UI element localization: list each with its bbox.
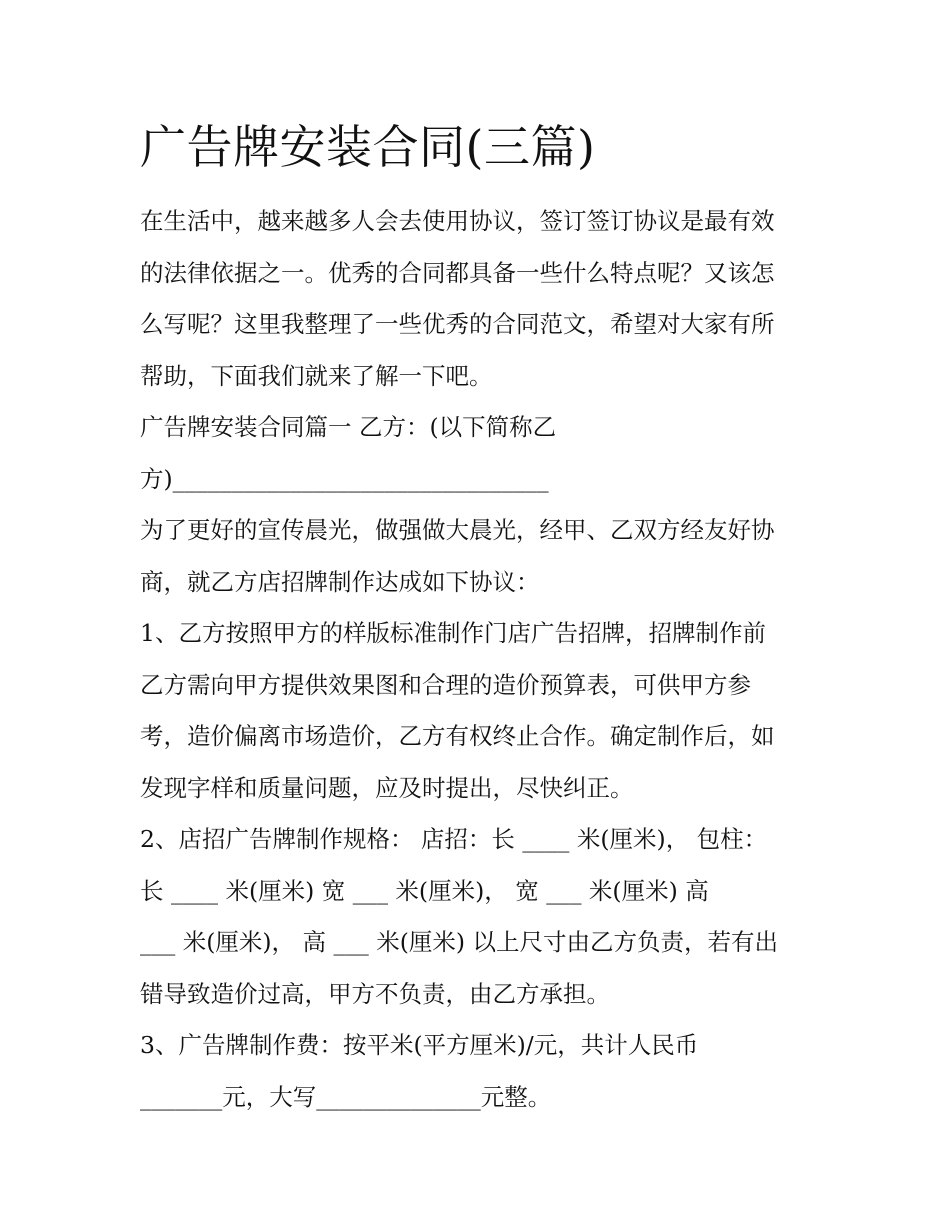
clause-1-line: 发现字样和质量问题，应及时提出，尽快纠正。 xyxy=(140,773,634,802)
clause-2-line: 2、店招广告牌制作规格： 店招：长 ____ 米(厘米)， 包柱： xyxy=(140,825,768,853)
clause-2-line: 长 ____ 米(厘米) 宽 ___ 米(厘米)， 宽 ___ 米(厘米) 高 xyxy=(140,876,709,905)
clause-3-line: 3、广告牌制作费：按平米(平方厘米)/元，共计人民币 xyxy=(140,1031,699,1059)
body-line: 为了更好的宣传晨光，做强做大晨光，经甲、乙双方经友好协 xyxy=(140,516,775,544)
body-line: 帮助，下面我们就来了解一下吧。 xyxy=(140,361,493,390)
clause-1-line: 考，造价偏离市场造价，乙方有权终止合作。确定制作后，如 xyxy=(140,722,775,750)
clause-2-line: ___ 米(厘米)， 高 ___ 米(厘米) 以上尺寸由乙方负责，若有出 xyxy=(140,928,779,956)
body-line: 在生活中，越来越多人会去使用协议，签订签订协议是最有效 xyxy=(140,207,775,235)
body-line: 的法律依据之一。优秀的合同都具备一些什么特点呢？又该怎 xyxy=(140,258,775,287)
clause-2-line: 错导致造价过高，甲方不负责，由乙方承担。 xyxy=(140,979,610,1008)
party-b-blank-line: 方)________________________________ xyxy=(140,464,549,493)
clause-3-line: _______元，大写______________元整。 xyxy=(140,1082,552,1111)
body-line: 商，就乙方店招牌制作达成如下协议： xyxy=(140,567,540,596)
clause-1-line: 乙方需向甲方提供效果图和合理的造价预算表，可供甲方参 xyxy=(140,670,751,699)
clause-1-line: 1、乙方按照甲方的样版标准制作门店广告招牌，招牌制作前 xyxy=(140,619,766,647)
document-title: 广告牌安装合同(三篇) xyxy=(140,120,596,174)
document-body xyxy=(140,196,820,1123)
section-heading-line: 广告牌安装合同篇一 乙方：(以下简称乙 xyxy=(140,413,557,441)
body-line: 么写呢？这里我整理了一些优秀的合同范文，希望对大家有所 xyxy=(140,310,775,338)
